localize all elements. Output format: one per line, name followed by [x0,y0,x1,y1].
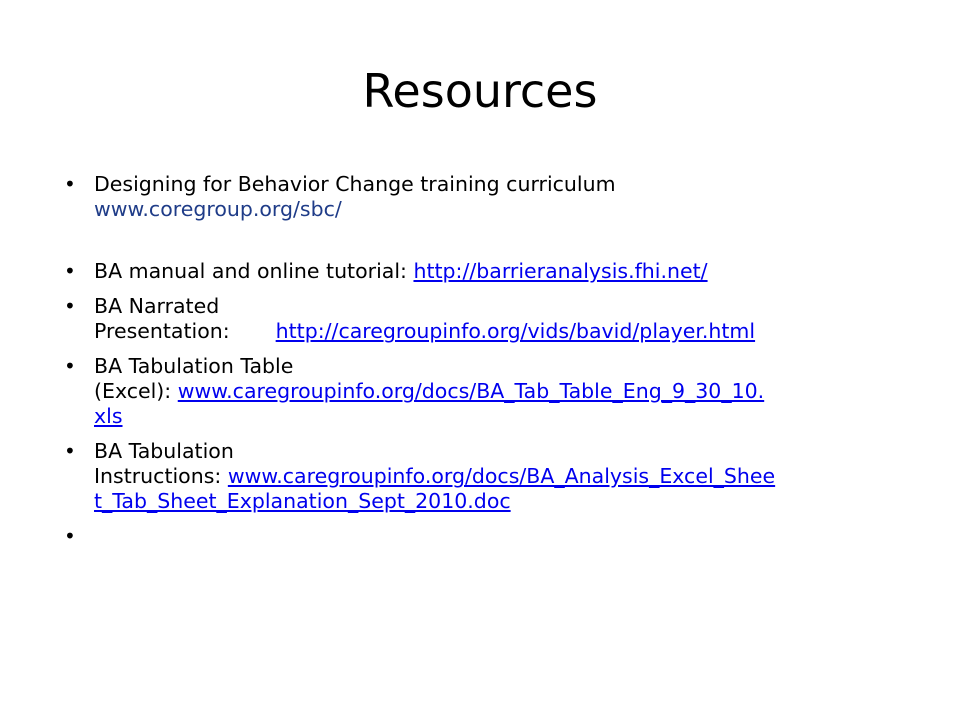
bullet-dot-icon: • [64,259,76,283]
bullet-text-line1: BA Tabulation Table [94,354,294,378]
list-item [62,294,902,344]
list-item [62,259,902,284]
bullet-text: BA manual and online tutorial: [94,259,407,283]
bullet-text-line1: BA Narrated [94,294,220,318]
ba-tab-table-link-part1[interactable]: www.caregroupinfo.org/docs/BA_Tab_Table_Eng_9_30_10. [177,379,765,403]
bullet-text-line2: (Excel): [94,379,172,403]
bullet-dot-icon: • [64,439,76,463]
ba-instructions-link-part2[interactable]: t_Tab_Sheet_Explanation_Sept_2010.doc [94,489,511,513]
slide-title: Resources [362,64,598,118]
ba-instructions-link-part1[interactable]: www.caregroupinfo.org/docs/BA_Analysis_Excel_Shee [227,464,776,488]
ba-manual-link[interactable]: http://barrieranalysis.fhi.net/ [413,259,708,283]
list-item [62,439,902,514]
list-item [62,172,902,222]
ba-presentation-link[interactable]: http://caregroupinfo.org/vids/bavid/player.html [275,319,756,343]
ba-tab-table-link-part2[interactable]: xls [94,404,123,428]
bullet-text-line2: Instructions: [94,464,222,488]
bullet-dot-icon: • [64,172,76,196]
bullet-dot-icon: • [64,524,76,548]
bullet-text: Designing for Behavior Change training curriculum [94,172,616,196]
bullet-text-line2: Presentation: [94,319,230,343]
resource-list [62,172,902,548]
bullet-dot-icon: • [64,294,76,318]
bullet-text-line1: BA Tabulation [94,439,234,463]
sbc-url: www.coregroup.org/sbc/ [94,197,342,221]
list-item [62,354,902,429]
bullet-dot-icon: • [64,354,76,378]
